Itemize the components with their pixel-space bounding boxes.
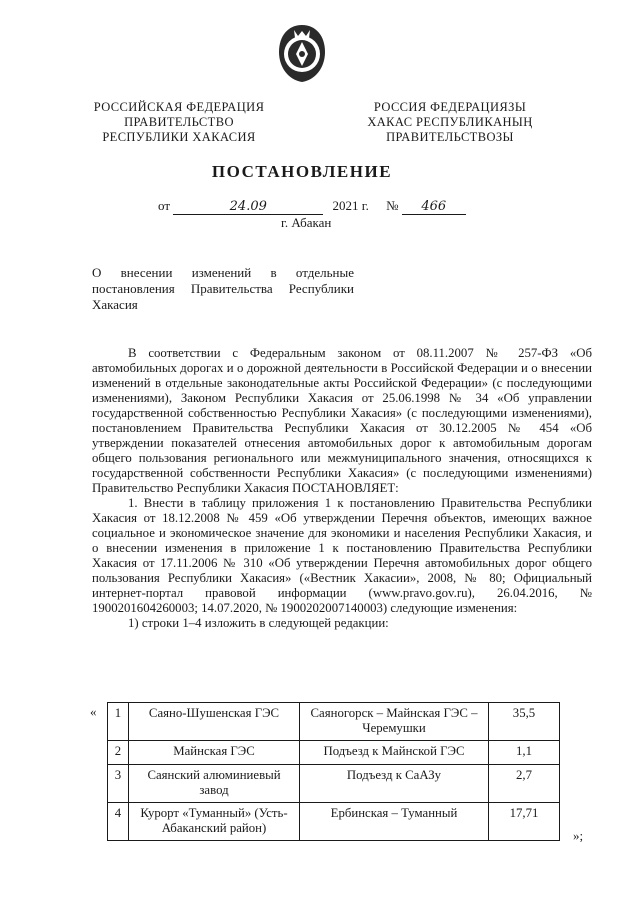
number-label: № bbox=[386, 198, 399, 213]
object-name: Майнская ГЭС bbox=[129, 741, 300, 765]
road-length: 17,71 bbox=[489, 803, 560, 841]
header-right-line: ПРАВИТЕЛЬСТВОЗЫ bbox=[386, 130, 514, 144]
road-name: Подъезд к Майнской ГЭС bbox=[300, 741, 489, 765]
body-paragraph-preamble: В соответствии с Федеральным законом от 08.11.2007 № 257-ФЗ «Об автомобильных дорогах и о дорожной деятельности в Российской Федерации и о внесении изменений в отдельные законодательные акты Российской Федерации» (с последующими изменениями), Законом Республики Хакасия от 25.06.1998 № 34 «Об управлении государственной собственностью Республики Хакасия» (с последующими изменениями), постановлением Правительства Республики Хакасия от 30.12.2005 № 454 «Об утверждении показателей отнесения автомобильных дорог к автомобильным дорогам общего пользования регионального или межмуниципального значения, относящихся к государственной собственности Республики Хакасия» (с последующими изменениями) Правительство Республики Хакасия ПОСТАНОВЛЯЕТ: bbox=[92, 346, 592, 495]
body-paragraph-item-1: 1. Внести в таблицу приложения 1 к постановлению Правительства Республики Хакасия от 18.12.2008 № 459 «Об утверждении Перечня объектов, имеющих важное социальное и экономическое значение для экономики и населения Республики Хакасия, и о внесении изменения в приложение 1 к постановлению Правительства Республики Хакасия от 17.11.2006 № 310 «Об утверждении Перечня автомобильных дорог общего пользования Республики Хакасия» («Вестник Хакасии», 2008, № 80; Официальный интернет-портал правовой информации (www.pravo.gov.ru), 26.04.2016, № 1900201604260003; 14.07.2020, № 1900202007140003) следующие изменения: bbox=[92, 496, 592, 615]
table-row bbox=[108, 703, 560, 741]
handwritten-number: 466 bbox=[402, 199, 466, 215]
table-close-quote: »; bbox=[573, 828, 584, 843]
row-number: 4 bbox=[108, 803, 129, 841]
document-subject: О внесении изменений в отдельные постановления Правительства Республики Хакасия bbox=[92, 265, 354, 312]
table-row bbox=[108, 765, 560, 803]
document-body bbox=[92, 346, 592, 631]
road-name: Саяногорск – Майнская ГЭС – Черемушки bbox=[300, 703, 489, 741]
table-row bbox=[108, 741, 560, 765]
date-from-label: от bbox=[158, 198, 171, 213]
header-left-line: РОССИЙСКАЯ ФЕДЕРАЦИЯ bbox=[93, 100, 265, 114]
row-number: 3 bbox=[108, 765, 129, 803]
object-name: Саяно-Шушенская ГЭС bbox=[129, 703, 300, 741]
document-year: 2021 г. bbox=[332, 198, 369, 213]
objects-table bbox=[107, 702, 560, 841]
header-right-line: РОССИЯ ФЕДЕРАЦИЯЗЫ bbox=[373, 100, 527, 114]
header-left-line: ПРАВИТЕЛЬСТВО bbox=[124, 115, 234, 129]
date-number-line bbox=[158, 198, 466, 215]
row-number: 1 bbox=[108, 703, 129, 741]
header-right-line: ХАКАС РЕСПУБЛИКАНЫҢ bbox=[367, 115, 533, 129]
coat-of-arms-emblem-icon bbox=[272, 22, 332, 84]
city: г. Абакан bbox=[281, 215, 332, 230]
road-length: 35,5 bbox=[489, 703, 560, 741]
road-length: 2,7 bbox=[489, 765, 560, 803]
object-name: Курорт «Туманный» (Усть-Абаканский район) bbox=[129, 803, 300, 841]
road-name: Подъезд к СаАЗу bbox=[300, 765, 489, 803]
object-name: Саянский алюминиевый завод bbox=[129, 765, 300, 803]
road-name: Ербинская – Туманный bbox=[300, 803, 489, 841]
handwritten-date: 24.09 bbox=[173, 199, 323, 215]
header-left bbox=[86, 100, 272, 145]
document-title: ПОСТАНОВЛЕНИЕ bbox=[211, 162, 393, 181]
body-paragraph-subitem: 1) строки 1–4 изложить в следующей редакции: bbox=[128, 616, 389, 630]
header-left-line: РЕСПУБЛИКИ ХАКАСИЯ bbox=[102, 130, 256, 144]
header-right bbox=[356, 100, 544, 145]
road-length: 1,1 bbox=[489, 741, 560, 765]
table-row bbox=[108, 803, 560, 841]
row-number: 2 bbox=[108, 741, 129, 765]
table-open-quote: « bbox=[90, 704, 97, 719]
